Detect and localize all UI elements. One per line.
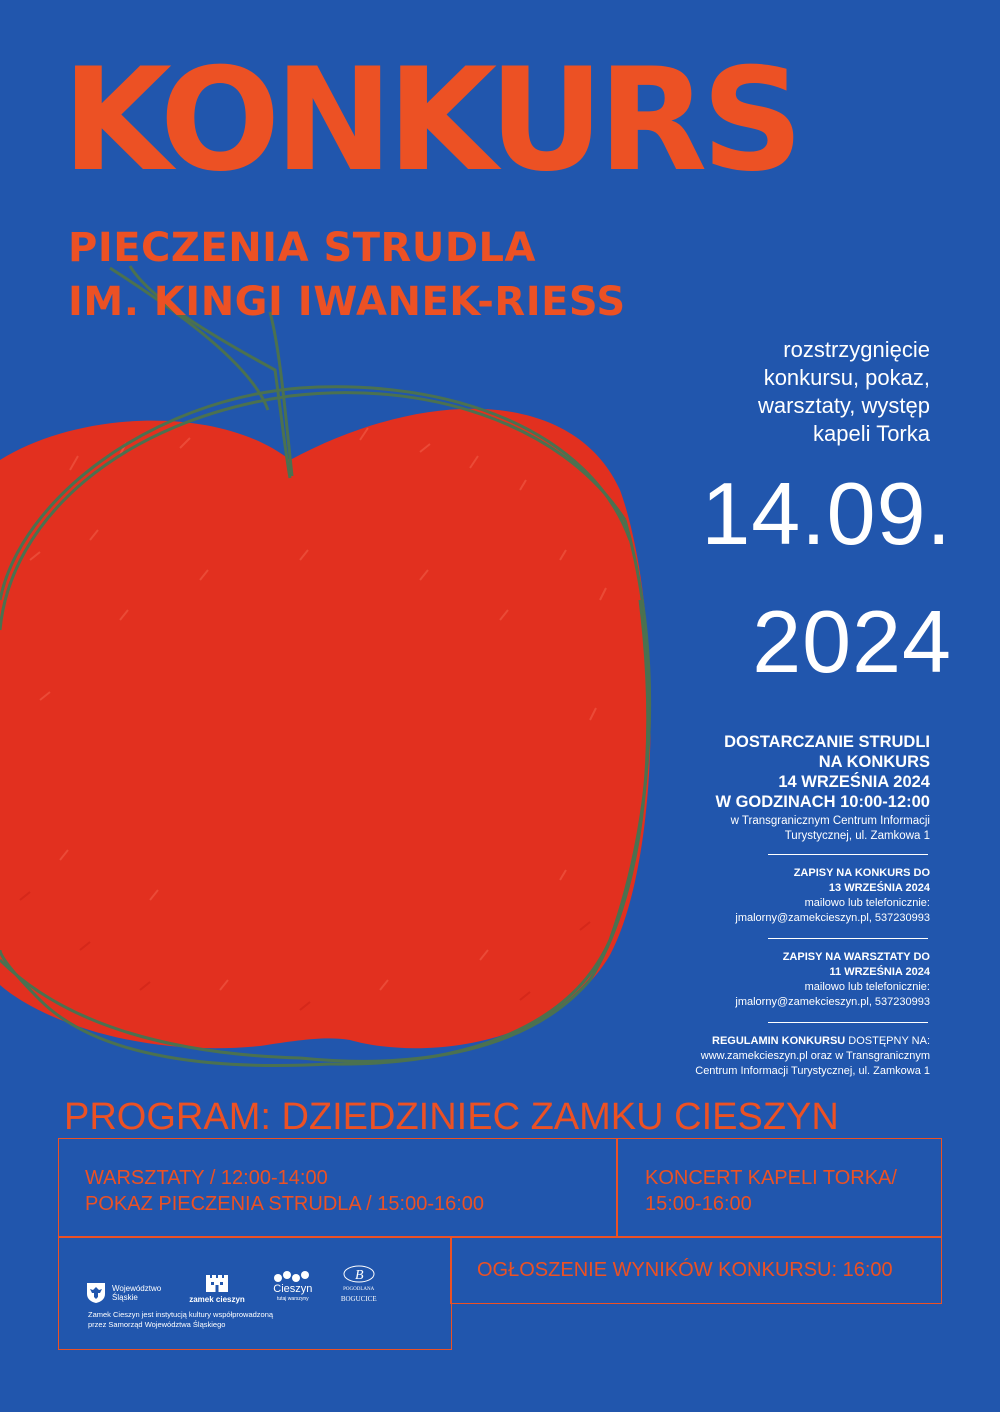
event-date-year: 2024	[752, 592, 952, 691]
description-line: warsztaty, występ	[758, 393, 930, 418]
bogucice-label: BOGUCICE	[340, 1295, 377, 1303]
cieszyn-logo	[273, 1270, 313, 1304]
program-item-results: OGŁOSZENIE WYNIKÓW KONKURSU: 16:00	[477, 1259, 893, 1281]
delivery-line: DOSTARCZANIE STRUDLI	[724, 733, 930, 751]
castle-icon	[205, 1273, 229, 1293]
apple-body	[0, 409, 651, 1049]
signup-contest-contact: mailowo lub telefonicznie:	[804, 897, 930, 909]
footer-note-line: przez Samorząd Województwa Śląskiego	[88, 1320, 226, 1329]
rules-line: www.zamekcieszyn.pl oraz w Transgranicznym	[700, 1050, 930, 1062]
poster-title: KONKURS	[62, 38, 798, 203]
program-heading: PROGRAM: DZIEDZINIEC ZAMKU CIESZYN	[64, 1096, 839, 1138]
program-item-concert: KONCERT KAPELI TORKA/	[645, 1167, 897, 1189]
zamek-label: zamek cieszyn	[189, 1295, 245, 1304]
signup-contest-contact: jmalorny@zamekcieszyn.pl, 537230993	[735, 912, 930, 924]
eagle-icon	[86, 1282, 106, 1304]
wojewodztwo-logo	[86, 1282, 161, 1304]
signup-contest-info	[610, 866, 930, 926]
rules-available: DOSTĘPNY NA:	[845, 1035, 930, 1047]
svg-text:B: B	[354, 1268, 364, 1283]
delivery-line: W GODZINACH 10:00-12:00	[715, 793, 930, 811]
signup-workshops-title: ZAPISY NA WARSZTATY DO	[782, 951, 930, 963]
description-line: kapeli Torka	[813, 421, 930, 446]
delivery-info	[570, 732, 930, 844]
delivery-line: 14 WRZEŚNIA 2024	[778, 773, 930, 791]
footer-note-line: Zamek Cieszyn jest instytucją kultury współprowadzoną	[88, 1310, 274, 1319]
program-box-concert	[616, 1138, 942, 1238]
program-item-baking-show: POKAZ PIECZENIA STRUDLA / 15:00-16:00	[85, 1193, 485, 1215]
cieszyn-label: Cieszyn	[273, 1283, 313, 1295]
signup-contest-deadline: 13 WRZEŚNIA 2024	[828, 882, 930, 894]
signup-workshops-contact: jmalorny@zamekcieszyn.pl, 537230993	[735, 996, 930, 1008]
wojewodztwo-label: Śląskie	[112, 1293, 138, 1302]
divider	[768, 938, 928, 939]
subtitle-line-2: IM. KINGI IWANEK-RIESS	[68, 279, 626, 325]
delivery-place-line: Turystycznej, ul. Zamkowa 1	[784, 830, 930, 842]
signup-contest-title: ZAPISY NA KONKURS DO	[793, 867, 930, 879]
signup-workshops-deadline: 11 WRZEŚNIA 2024	[829, 966, 930, 978]
signup-workshops-info	[610, 950, 930, 1010]
program-item-workshops: WARSZTATY / 12:00-14:00	[85, 1167, 328, 1189]
description-line: rozstrzygnięcie	[783, 337, 930, 362]
delivery-place-line: w Transgranicznym Centrum Informacji	[730, 815, 930, 827]
signup-workshops-contact: mailowo lub telefonicznie:	[804, 981, 930, 993]
program-box-results	[450, 1236, 942, 1304]
event-description	[758, 336, 930, 448]
partner-logos	[86, 1264, 377, 1304]
rules-title: REGULAMIN KONKURSU	[712, 1035, 846, 1047]
divider	[768, 1022, 928, 1023]
program-item-concert-time: 15:00-16:00	[645, 1193, 752, 1215]
divider	[768, 854, 928, 855]
bogucice-label: POGODLANA	[343, 1287, 375, 1292]
program-box-workshops	[58, 1138, 618, 1238]
rules-info	[610, 1034, 930, 1079]
zamek-cieszyn-logo	[189, 1273, 245, 1304]
subtitle-line-1: PIECZENIA STRUDLA	[68, 225, 536, 271]
bogucice-logo	[341, 1264, 377, 1304]
footer-note	[88, 1310, 273, 1330]
b-monogram-icon	[342, 1264, 376, 1284]
rules-line: Centrum Informacji Turystycznej, ul. Zamkowa 1	[695, 1065, 930, 1077]
cieszyn-tagline: tutaj warszyny	[276, 1296, 309, 1302]
delivery-line: NA KONKURS	[818, 753, 930, 771]
event-date-day: 14.09.	[701, 464, 952, 563]
hexagons-icon	[273, 1270, 313, 1284]
description-line: konkursu, pokaz,	[763, 365, 930, 390]
wojewodztwo-label: Województwo	[112, 1284, 162, 1293]
